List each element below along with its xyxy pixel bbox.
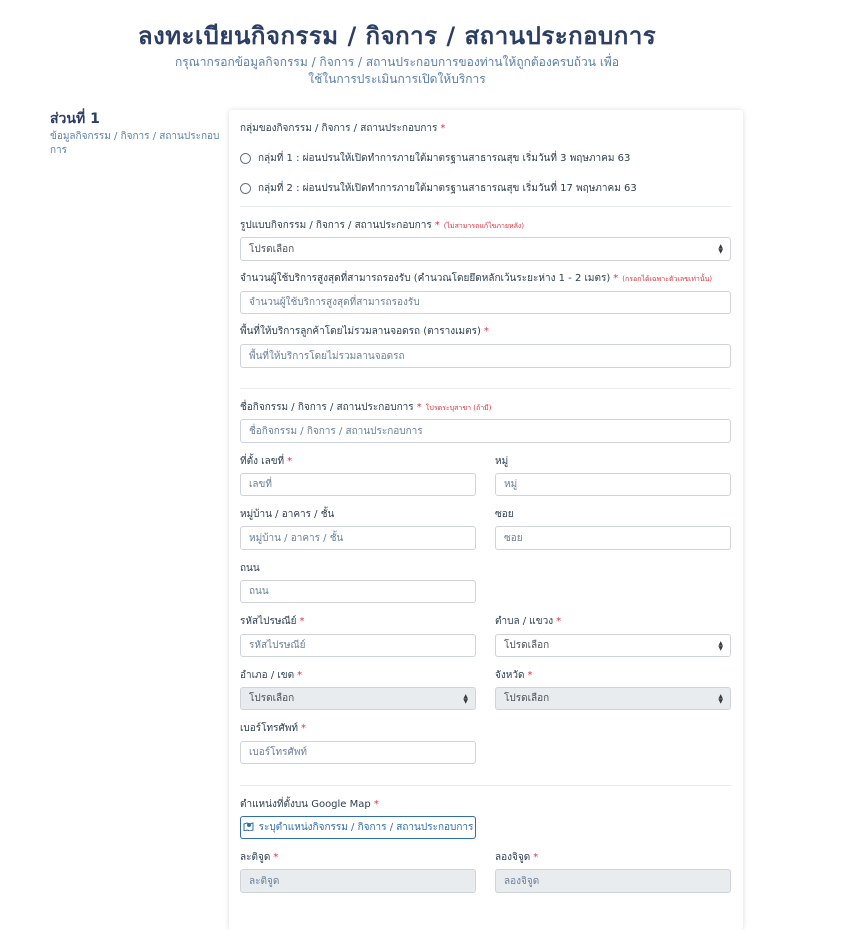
radio-button[interactable] <box>240 153 251 164</box>
divider <box>240 388 731 389</box>
page-subtitle: กรุณากรอกข้อมูลกิจกรรม / กิจการ / สถานประกอบการของท่านให้ถูกต้องครบถ้วน เพื่อใช้ในการประเมินการเปิดให้บริการ <box>174 55 620 86</box>
province-label: จังหวัด * <box>495 670 533 681</box>
latitude-input[interactable]: ละติจูด <box>240 869 476 893</box>
moo-label: หมู่ <box>495 456 509 467</box>
subdistrict-select[interactable]: โปรดเลือก ▲ ▼ <box>495 634 731 657</box>
page-title: ลงทะเบียนกิจกรรม / กิจการ / สถานประกอบการ <box>137 22 657 50</box>
group-option-2[interactable]: กลุ่มที่ 2 : ผ่อนปรนให้เปิดทำการภายใต้มาตรฐานสาธารณสุข เริ่มวันที่ 17 พฤษภาคม 63 <box>240 181 637 196</box>
phone-input[interactable]: เบอร์โทรศัพท์ <box>240 741 476 764</box>
soi-input[interactable]: ซอย <box>495 526 731 550</box>
postcode-label: รหัสไปรษณีย์ * <box>240 616 305 627</box>
area-label: พื้นที่ให้บริการลูกค้าโดยไม่รวมลานจอดรถ (ตารางเมตร) * <box>240 326 489 337</box>
section-title: ส่วนที่ 1 <box>50 111 100 127</box>
select-caret-icon: ▲ ▼ <box>718 243 723 255</box>
divider <box>240 206 731 207</box>
type-select[interactable]: โปรดเลือก ▲ ▼ <box>240 237 731 261</box>
group-label: กลุ่มของกิจกรรม / กิจการ / สถานประกอบการ * <box>240 123 446 134</box>
postcode-input[interactable]: รหัสไปรษณีย์ <box>240 634 476 657</box>
longitude-label: ลองจิจูด * <box>495 852 539 863</box>
province-select[interactable]: โปรดเลือก ▲ ▼ <box>495 687 731 710</box>
map-marker-icon <box>243 821 254 834</box>
capacity-label: จำนวนผู้ใช้บริการสูงสุดที่สามารถรองรับ (คำนวณโดยยึดหลักเว้นระยะห่าง 1 - 2 เมตร) * (กรอกได้เฉพาะตัวเลขเท่านั้น) <box>240 273 713 284</box>
soi-label: ซอย <box>495 509 514 520</box>
select-caret-icon: ▲ ▼ <box>463 692 468 705</box>
district-label: อำเภอ / เขต * <box>240 670 303 681</box>
village-input[interactable]: หมู่บ้าน / อาคาร / ชั้น <box>240 526 476 550</box>
road-label: ถนน <box>240 563 260 574</box>
map-label: ตำแหน่งที่ตั้งบน Google Map * <box>240 799 379 810</box>
locate-on-map-button[interactable]: ระบุตำแหน่งกิจกรรม / กิจการ / สถานประกอบการ <box>240 816 476 839</box>
district-select[interactable]: โปรดเลือก ▲ ▼ <box>240 687 476 710</box>
longitude-input[interactable]: ลองจิจูด <box>495 869 731 893</box>
select-caret-icon: ▲ ▼ <box>718 692 723 705</box>
name-label: ชื่อกิจกรรม / กิจการ / สถานประกอบการ * โปรดระบุสาขา (ถ้ามี) <box>240 402 492 413</box>
moo-input[interactable]: หมู่ <box>495 473 731 496</box>
subdistrict-label: ตำบล / แขวง * <box>495 616 562 627</box>
capacity-input[interactable]: จำนวนผู้ใช้บริการสูงสุดที่สามารถรองรับ <box>240 291 731 314</box>
phone-label: เบอร์โทรศัพท์ * <box>240 723 307 734</box>
village-label: หมู่บ้าน / อาคาร / ชั้น <box>240 509 335 520</box>
radio-button[interactable] <box>240 183 251 194</box>
area-input[interactable]: พื้นที่ให้บริการโดยไม่รวมลานจอดรถ <box>240 344 731 368</box>
house-no-input[interactable]: เลขที่ <box>240 473 476 496</box>
latitude-label: ละติจูด * <box>240 852 279 863</box>
select-caret-icon: ▲ ▼ <box>718 639 723 652</box>
section-description: ข้อมูลกิจกรรม / กิจการ / สถานประกอบการ <box>50 131 220 156</box>
group-option-1[interactable]: กลุ่มที่ 1 : ผ่อนปรนให้เปิดทำการภายใต้มาตรฐานสาธารณสุข เริ่มวันที่ 3 พฤษภาคม 63 <box>240 151 630 166</box>
house-no-label: ที่ตั้ง เลขที่ * <box>240 456 293 467</box>
type-label: รูปแบบกิจกรรม / กิจการ / สถานประกอบการ * (ไม่สามารถแก้ไขภายหลัง) <box>240 220 525 231</box>
name-input[interactable]: ชื่อกิจกรรม / กิจการ / สถานประกอบการ <box>240 419 731 443</box>
divider <box>240 785 731 786</box>
road-input[interactable]: ถนน <box>240 580 476 603</box>
